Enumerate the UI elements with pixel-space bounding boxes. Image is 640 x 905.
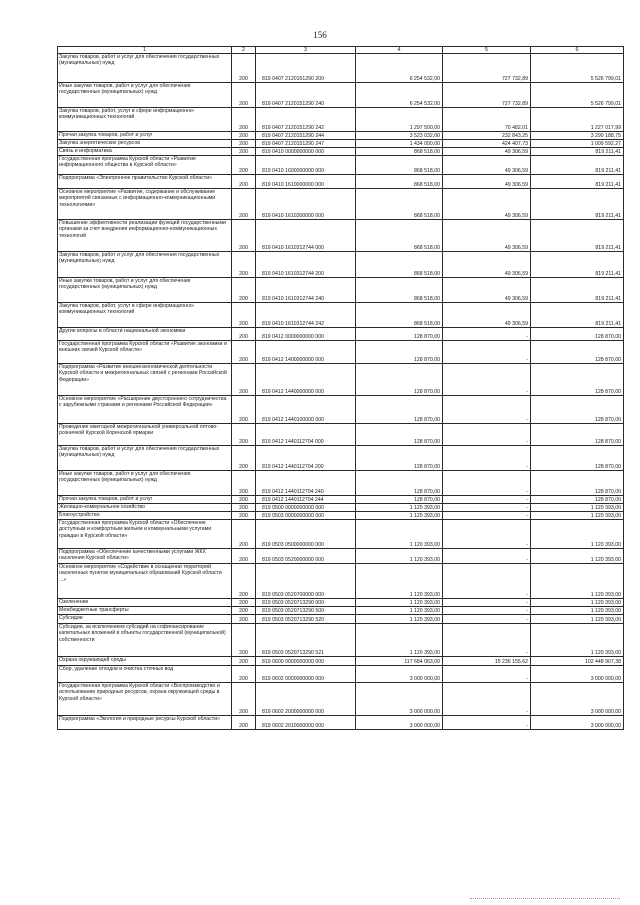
column-header: 2 xyxy=(232,47,256,54)
table-row xyxy=(58,424,624,446)
row-executed: - xyxy=(443,520,531,549)
row-budget-code: 819 0412 1440000000 000 xyxy=(256,364,356,396)
row-org-code: 200 xyxy=(232,148,256,156)
row-executed: 70 482,01 xyxy=(443,108,531,132)
row-approved: 1 120 393,00 xyxy=(356,607,443,615)
row-name: Государственная программа Курской области «Воспроизводство и использование природных ресурсов, охрана окружающей среды в Курской области» xyxy=(58,683,232,716)
row-remaining: 128 870,00 xyxy=(531,364,624,396)
row-executed: - xyxy=(443,615,531,624)
table-row xyxy=(58,83,624,108)
table-row xyxy=(58,140,624,148)
row-budget-code: 819 0412 1440112704 200 xyxy=(256,446,356,471)
row-remaining: 1 009 592,27 xyxy=(531,140,624,148)
row-approved: 128 870,00 xyxy=(356,471,443,496)
row-remaining: 819 211,41 xyxy=(531,278,624,303)
row-name: Иные закупки товаров, работ и услуг для обеспечения государственных (муниципальных) нужд xyxy=(58,471,232,496)
row-budget-code: 819 0410 1610312744 240 xyxy=(256,278,356,303)
row-executed: - xyxy=(443,396,531,424)
table-row xyxy=(58,564,624,599)
row-executed: 49 306,59 xyxy=(443,148,531,156)
row-budget-code: 819 0410 1600000000 000 xyxy=(256,156,356,175)
row-budget-code: 819 0407 2120151290 240 xyxy=(256,83,356,108)
row-remaining: 102 448 907,38 xyxy=(531,657,624,666)
row-org-code: 200 xyxy=(232,54,256,83)
table-row xyxy=(58,108,624,132)
row-org-code: 200 xyxy=(232,564,256,599)
table-row xyxy=(58,252,624,278)
table-row xyxy=(58,148,624,156)
row-name: Прочая закупка товаров, работ и услуг xyxy=(58,132,232,140)
row-approved: 1 120 393,00 xyxy=(356,599,443,607)
row-remaining: 1 120 393,00 xyxy=(531,520,624,549)
row-org-code: 200 xyxy=(232,599,256,607)
row-name: Охрана окружающей среды xyxy=(58,657,232,666)
row-executed: - xyxy=(443,666,531,683)
row-remaining: 3 000 000,00 xyxy=(531,666,624,683)
row-executed: 232 843,25 xyxy=(443,132,531,140)
row-org-code: 200 xyxy=(232,364,256,396)
row-remaining: 128 870,00 xyxy=(531,496,624,504)
row-budget-code: 819 0410 0000000000 000 xyxy=(256,148,356,156)
row-approved: 868 518,00 xyxy=(356,278,443,303)
row-budget-code: 819 0410 1610312744 000 xyxy=(256,220,356,252)
row-budget-code: 819 0407 2120151290 244 xyxy=(256,132,356,140)
row-org-code: 200 xyxy=(232,471,256,496)
row-executed: - xyxy=(443,549,531,564)
row-remaining: 819 211,41 xyxy=(531,252,624,278)
column-header: 1 xyxy=(58,47,232,54)
row-approved: 6 254 532,00 xyxy=(356,83,443,108)
row-approved: 1 120 393,00 xyxy=(356,564,443,599)
row-name: Повышение эффективности реализации функций государственными органами за счет внедрения информационно-коммуникационных технологий xyxy=(58,220,232,252)
row-approved: 128 870,00 xyxy=(356,328,443,341)
table-row xyxy=(58,278,624,303)
row-budget-code: 819 0500 0000000000 000 xyxy=(256,504,356,512)
row-remaining: 819 211,41 xyxy=(531,148,624,156)
row-executed: - xyxy=(443,512,531,520)
table-row xyxy=(58,504,624,512)
row-approved: 1 120 393,00 xyxy=(356,549,443,564)
row-executed: - xyxy=(443,504,531,512)
table-row xyxy=(58,364,624,396)
row-name: Основное мероприятие «Содействие в оснащении территорий населенных пунктов муниципальных образований Курской области ...» xyxy=(58,564,232,599)
row-approved: 868 518,00 xyxy=(356,252,443,278)
row-remaining: 3 000 000,00 xyxy=(531,716,624,730)
row-approved: 1 120 393,00 xyxy=(356,624,443,657)
table-row xyxy=(58,446,624,471)
row-org-code: 200 xyxy=(232,252,256,278)
row-remaining: 128 870,00 xyxy=(531,396,624,424)
row-budget-code: 819 0503 0520700000 000 xyxy=(256,564,356,599)
table-row xyxy=(58,341,624,364)
row-budget-code: 819 0410 1610312744 200 xyxy=(256,252,356,278)
row-org-code: 200 xyxy=(232,716,256,730)
row-remaining: 819 211,41 xyxy=(531,303,624,328)
page-number: 156 xyxy=(313,30,327,40)
table-row xyxy=(58,328,624,341)
row-budget-code: 819 0412 0000000000 000 xyxy=(256,328,356,341)
row-approved: 868 518,00 xyxy=(356,220,443,252)
row-name: Озеленение xyxy=(58,599,232,607)
row-approved: 117 684 063,00 xyxy=(356,657,443,666)
column-number-row xyxy=(58,47,624,54)
row-remaining: 128 870,00 xyxy=(531,424,624,446)
row-remaining: 819 211,41 xyxy=(531,220,624,252)
row-remaining: 1 227 017,99 xyxy=(531,108,624,132)
row-executed: - xyxy=(443,364,531,396)
row-name: Субсидии xyxy=(58,615,232,624)
budget-table xyxy=(57,46,624,730)
row-remaining: 1 120 393,00 xyxy=(531,564,624,599)
row-budget-code: 819 0412 1440112704 244 xyxy=(256,496,356,504)
row-approved: 868 518,00 xyxy=(356,189,443,220)
row-remaining: 1 120 393,00 xyxy=(531,549,624,564)
table-row xyxy=(58,607,624,615)
row-approved: 128 870,00 xyxy=(356,396,443,424)
row-executed: - xyxy=(443,328,531,341)
row-approved: 3 000 000,00 xyxy=(356,666,443,683)
table-row xyxy=(58,657,624,666)
table-row xyxy=(58,175,624,189)
row-approved: 868 518,00 xyxy=(356,175,443,189)
row-name: Основное мероприятие «Развитие, содержание и обслуживание мероприятий связанных с информационно-коммуникационными технологиями» xyxy=(58,189,232,220)
row-remaining: 819 211,41 xyxy=(531,189,624,220)
row-executed: - xyxy=(443,624,531,657)
row-approved: 128 870,00 xyxy=(356,496,443,504)
row-org-code: 200 xyxy=(232,549,256,564)
row-name: Прочая закупка товаров, работ и услуг xyxy=(58,496,232,504)
table-row xyxy=(58,615,624,624)
row-org-code: 200 xyxy=(232,175,256,189)
row-budget-code: 819 0602 2000000000 000 xyxy=(256,683,356,716)
row-org-code: 200 xyxy=(232,615,256,624)
row-org-code: 200 xyxy=(232,303,256,328)
row-executed: - xyxy=(443,607,531,615)
row-org-code: 200 xyxy=(232,132,256,140)
row-name: Основное мероприятие «Расширение двустороннего сотрудничества с зарубежными странами и регионами Российской Федерации» xyxy=(58,396,232,424)
row-remaining: 1 120 393,00 xyxy=(531,504,624,512)
row-executed: 49 306,59 xyxy=(443,278,531,303)
row-executed: - xyxy=(443,471,531,496)
row-remaining: 128 870,00 xyxy=(531,471,624,496)
table-row xyxy=(58,716,624,730)
row-budget-code: 819 0503 0520713290 521 xyxy=(256,624,356,657)
row-name: Закупка товаров, работ, услуг в сфере информационно-коммуникационных технологий xyxy=(58,108,232,132)
row-approved: 128 870,00 xyxy=(356,424,443,446)
row-org-code: 200 xyxy=(232,666,256,683)
row-name: Подпрограмма «Обеспечение качественными услугами ЖКХ населения Курской области» xyxy=(58,549,232,564)
row-approved: 6 254 532,00 xyxy=(356,54,443,83)
row-budget-code: 819 0602 0000000000 000 xyxy=(256,666,356,683)
row-name: Подпрограмма «Электронное правительство Курской области» xyxy=(58,175,232,189)
row-org-code: 200 xyxy=(232,624,256,657)
row-budget-code: 819 0503 0520000000 000 xyxy=(256,549,356,564)
row-org-code: 200 xyxy=(232,683,256,716)
row-budget-code: 819 0503 0500000000 000 xyxy=(256,520,356,549)
row-executed: - xyxy=(443,496,531,504)
row-remaining: 819 211,41 xyxy=(531,175,624,189)
row-name: Государственная программа Курской области «Обеспечение доступным и комфортным жильем и коммунальными услугами граждан в Курской области» xyxy=(58,520,232,549)
row-executed: 49 306,59 xyxy=(443,303,531,328)
row-org-code: 200 xyxy=(232,189,256,220)
row-name: Жилищно-коммунальное хозяйство xyxy=(58,504,232,512)
table-row xyxy=(58,471,624,496)
row-remaining: 128 870,00 xyxy=(531,328,624,341)
row-org-code: 200 xyxy=(232,108,256,132)
row-budget-code: 819 0410 1610000000 000 xyxy=(256,175,356,189)
row-budget-code: 819 0412 1440100000 000 xyxy=(256,396,356,424)
table-row xyxy=(58,549,624,564)
row-name: Субсидии, за исключением субсидий на софинансирование капитальных вложений в объекты государственной (муниципальной) собственности xyxy=(58,624,232,657)
row-org-code: 200 xyxy=(232,607,256,615)
row-name: Подпрограмма «Экология и природные ресурсы Курской области» xyxy=(58,716,232,730)
row-name: Благоустройство xyxy=(58,512,232,520)
row-remaining: 819 211,41 xyxy=(531,156,624,175)
row-org-code: 200 xyxy=(232,396,256,424)
table-row xyxy=(58,520,624,549)
row-approved: 868 518,00 xyxy=(356,156,443,175)
row-executed: 49 306,59 xyxy=(443,220,531,252)
row-executed: - xyxy=(443,716,531,730)
row-approved: 128 870,00 xyxy=(356,341,443,364)
row-budget-code: 819 0412 1400000000 000 xyxy=(256,341,356,364)
table-row xyxy=(58,220,624,252)
table-row xyxy=(58,132,624,140)
row-executed: 49 306,59 xyxy=(443,189,531,220)
row-remaining: 128 870,00 xyxy=(531,341,624,364)
row-name: Государственная программа Курской области «Развитие экономики и внешних связей Курской области» xyxy=(58,341,232,364)
row-remaining: 1 120 393,00 xyxy=(531,615,624,624)
column-header: 3 xyxy=(256,47,356,54)
row-approved: 868 518,00 xyxy=(356,148,443,156)
row-org-code: 200 xyxy=(232,328,256,341)
table-row xyxy=(58,156,624,175)
row-executed: - xyxy=(443,564,531,599)
row-budget-code: 819 0503 0520713290 500 xyxy=(256,607,356,615)
row-name: Закупка энергетических ресурсов xyxy=(58,140,232,148)
row-name: Иные закупки товаров, работ и услуг для обеспечения государственных (муниципальных) нужд xyxy=(58,83,232,108)
row-org-code: 200 xyxy=(232,504,256,512)
row-name: Проведение ежегодной межрегиональной универсальной оптово-розничной Курской Коренской ярмарки xyxy=(58,424,232,446)
row-name: Закупка товаров, работ и услуг для обеспечения государственных (муниципальных) нужд xyxy=(58,446,232,471)
row-executed: - xyxy=(443,424,531,446)
row-remaining: 1 120 393,00 xyxy=(531,599,624,607)
table-row xyxy=(58,512,624,520)
table-row xyxy=(58,599,624,607)
column-header: 4 xyxy=(356,47,443,54)
row-executed: 49 306,59 xyxy=(443,252,531,278)
row-remaining: 1 120 393,00 xyxy=(531,607,624,615)
row-org-code: 200 xyxy=(232,83,256,108)
table-row xyxy=(58,54,624,83)
row-approved: 128 870,00 xyxy=(356,446,443,471)
row-executed: - xyxy=(443,341,531,364)
row-executed: 49 306,59 xyxy=(443,175,531,189)
row-approved: 1 434 000,00 xyxy=(356,140,443,148)
row-name: Государственная программа Курской области «Развитие информационного общества в Курской области» xyxy=(58,156,232,175)
row-org-code: 200 xyxy=(232,220,256,252)
row-budget-code: 819 0503 0520713290 520 xyxy=(256,615,356,624)
row-org-code: 200 xyxy=(232,496,256,504)
row-name: Межбюджетные трансферты xyxy=(58,607,232,615)
row-approved: 128 870,00 xyxy=(356,364,443,396)
table-row xyxy=(58,624,624,657)
row-org-code: 200 xyxy=(232,512,256,520)
row-approved: 1 120 393,00 xyxy=(356,615,443,624)
row-remaining: 5 526 799,01 xyxy=(531,54,624,83)
row-approved: 3 000 000,00 xyxy=(356,683,443,716)
row-approved: 1 120 393,00 xyxy=(356,512,443,520)
row-name: Закупка товаров, работ, услуг в сфере информационно-коммуникационных технологий xyxy=(58,303,232,328)
row-executed: - xyxy=(443,446,531,471)
row-executed: - xyxy=(443,683,531,716)
table-row xyxy=(58,396,624,424)
row-name: Подпрограмма «Развитие внешнеэкономической деятельности Курской области и межрегиональных связей с регионами Российской Федерации» xyxy=(58,364,232,396)
column-header: 5 xyxy=(443,47,531,54)
column-header: 6 xyxy=(531,47,624,54)
row-remaining: 1 120 393,00 xyxy=(531,624,624,657)
row-remaining: 5 526 799,01 xyxy=(531,83,624,108)
row-org-code: 200 xyxy=(232,520,256,549)
row-name: Закупка товаров, работ и услуг для обеспечения государственных (муниципальных) нужд xyxy=(58,54,232,83)
row-budget-code: 819 0407 2120151290 247 xyxy=(256,140,356,148)
table-row xyxy=(58,303,624,328)
row-executed: 727 732,89 xyxy=(443,54,531,83)
table-row xyxy=(58,683,624,716)
row-org-code: 200 xyxy=(232,446,256,471)
row-approved: 1 120 393,00 xyxy=(356,520,443,549)
row-budget-code: 819 0503 0520713290 000 xyxy=(256,599,356,607)
row-org-code: 200 xyxy=(232,341,256,364)
row-approved: 1 120 393,00 xyxy=(356,504,443,512)
row-executed: 727 732,89 xyxy=(443,83,531,108)
table-row xyxy=(58,496,624,504)
row-org-code: 200 xyxy=(232,140,256,148)
row-budget-code: 819 0407 2120151290 242 xyxy=(256,108,356,132)
table-row xyxy=(58,189,624,220)
row-approved: 1 297 500,00 xyxy=(356,108,443,132)
row-approved: 3 000 000,00 xyxy=(356,716,443,730)
row-executed: 15 236 155,62 xyxy=(443,657,531,666)
row-name: Связь и информатика xyxy=(58,148,232,156)
row-name: Сбор, удаление отходов и очистка сточных вод xyxy=(58,666,232,683)
table-row xyxy=(58,666,624,683)
row-org-code: 200 xyxy=(232,424,256,446)
row-name: Закупка товаров, работ и услуг для обеспечения государственных (муниципальных) нужд xyxy=(58,252,232,278)
row-budget-code: 819 0600 0000000000 000 xyxy=(256,657,356,666)
row-org-code: 200 xyxy=(232,278,256,303)
row-budget-code: 819 0503 0000000000 000 xyxy=(256,512,356,520)
scan-edge-mark xyxy=(470,898,620,901)
row-budget-code: 819 0410 1610312744 242 xyxy=(256,303,356,328)
row-org-code: 200 xyxy=(232,657,256,666)
row-remaining: 1 120 393,00 xyxy=(531,512,624,520)
row-budget-code: 819 0412 1440112704 000 xyxy=(256,424,356,446)
row-remaining: 3 000 000,00 xyxy=(531,683,624,716)
row-budget-code: 819 0602 2010000000 000 xyxy=(256,716,356,730)
row-org-code: 200 xyxy=(232,156,256,175)
row-name: Иные закупки товаров, работ и услуг для обеспечения государственных (муниципальных) нужд xyxy=(58,278,232,303)
row-approved: 868 518,00 xyxy=(356,303,443,328)
row-budget-code: 819 0412 1440112704 240 xyxy=(256,471,356,496)
row-remaining: 3 290 188,75 xyxy=(531,132,624,140)
row-budget-code: 819 0410 1610300000 000 xyxy=(256,189,356,220)
row-name: Другие вопросы в области национальной экономики xyxy=(58,328,232,341)
row-executed: 49 306,59 xyxy=(443,156,531,175)
row-approved: 3 523 032,00 xyxy=(356,132,443,140)
row-executed: - xyxy=(443,599,531,607)
row-executed: 424 407,73 xyxy=(443,140,531,148)
row-remaining: 128 870,00 xyxy=(531,446,624,471)
row-budget-code: 819 0407 2120151290 200 xyxy=(256,54,356,83)
